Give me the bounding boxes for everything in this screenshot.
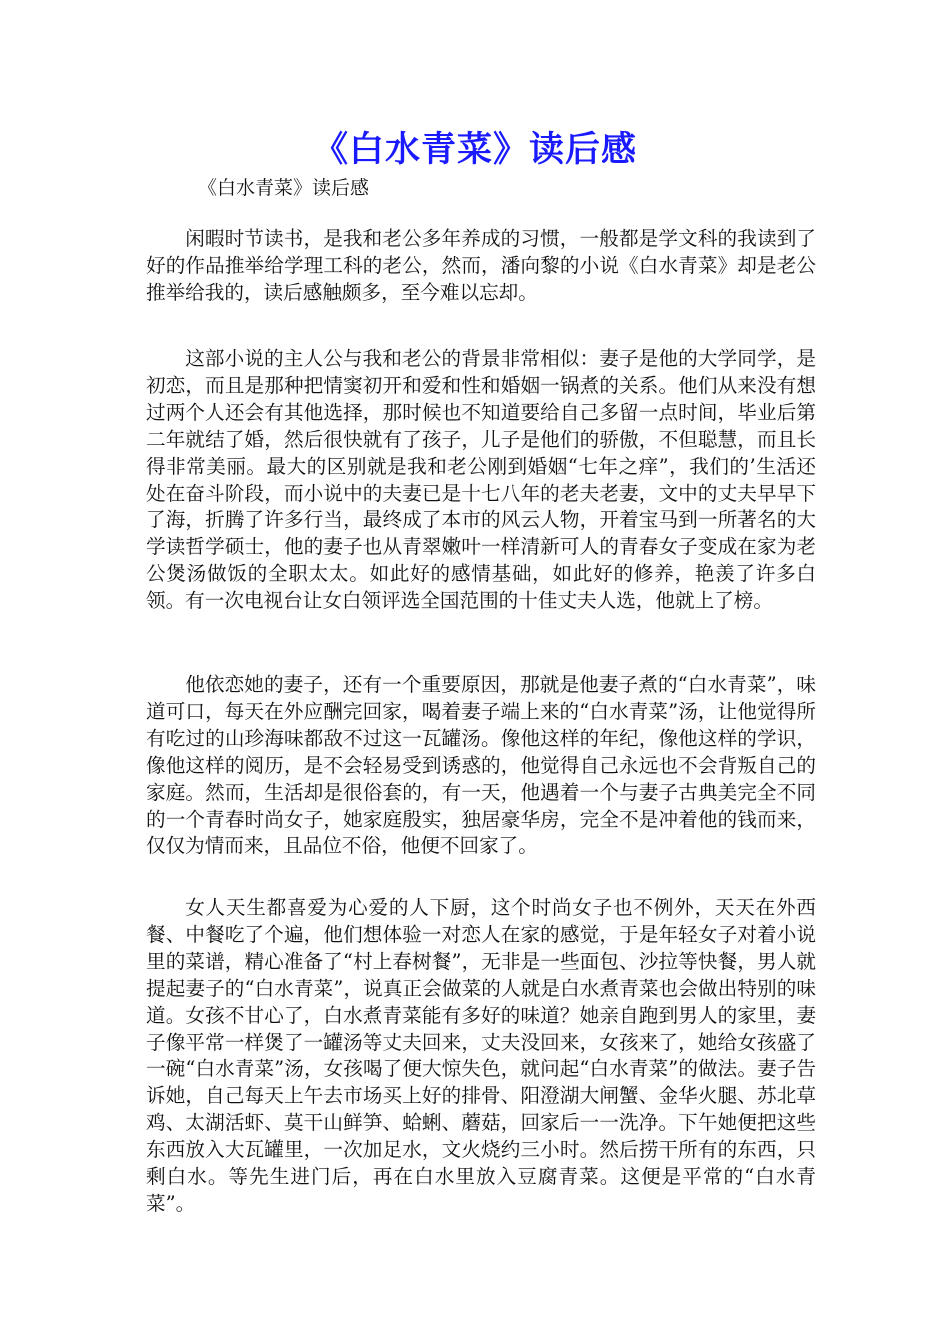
page-title: 《白水青菜》读后感 [312, 130, 637, 170]
paragraph-4: 女人天生都喜爱为心爱的人下厨，这个时尚女子也不例外，天天在外西餐、中餐吃了个遍，他们想体验一对恋人在家的感觉，于是年轻女子对着小说里的菜谱，精心准备了“村上春树餐”，无非是一些面包、沙拉等快餐，男人就提起妻子的“白水青菜”，说真正会做菜的人就是白水煮青菜也会做出特别的味道。女孩不甘心了，白水煮青菜能有多好的味道？她亲自跑到男人的家里，妻子像平常一样煲了一罐汤等丈夫回来，丈夫没回来，女孩来了，她给女孩盛了一碗“白水青菜”汤，女孩喝了便大惊失色，就问起“白水青菜”的做法。妻子告诉她，自己每天上午去市场买上好的排骨、阳澄湖大闸蟹、金华火腿、苏北草鸡、太湖活虾、莫干山鲜笋、蛤蜊、蘑菇，回家后一一洗净。下午她便把这些东西放入大瓦罐里，一次加足水，文火烧约三小时。然后捞干所有的东西，只剩白水。等先生进门后，再在白水里放入豆腐青菜。这便是平常的“白水青菜”。 [146, 896, 816, 1215]
subtitle: 《白水青菜》读后感 [198, 177, 370, 199]
paragraph-1: 闲暇时节读书，是我和老公多年养成的习惯，一般都是学文科的我读到了好的作品推举给学理工科的老公，然而，潘向黎的小说《白水青菜》却是老公推举给我的，读后感触颇多，至今难以忘却。 [146, 227, 816, 304]
paragraph-3: 他依恋她的妻子，还有一个重要原因，那就是他妻子煮的“白水青菜”，味道可口，每天在外应酬完回家，喝着妻子端上来的“白水青菜”汤，让他觉得所有吃过的山珍海味都敌不过这一瓦罐汤。像他这样的年纪，像他这样的学识，像他这样的阅历，是不会轻易受到诱惑的，他觉得自己永远也不会背叛自己的家庭。然而，生活却是很俗套的，有一天，他遇着一个与妻子古典美完全不同的一个青春时尚女子，她家庭殷实，独居豪华房，完全不是冲着他的钱而来，仅仅为情而来，且品位不俗，他便不回家了。 [146, 673, 816, 858]
paragraph-2: 这部小说的主人公与我和老公的背景非常相似：妻子是他的大学同学，是初恋，而且是那种把情窦初开和爱和性和婚姻一锅煮的关系。他们从来没有想过两个人还会有其他选择，那时候也不知道要给自己多留一点时间，毕业后第二年就结了婚，然后很快就有了孩子，儿子是他们的骄傲，不但聪慧，而且长得非常美丽。最大的区别就是我和老公刚到婚姻“七年之痒”，我们的’生活还处在奋斗阶段，而小说中的夫妻已是十七八年的老夫老妻，文中的丈夫早早下了海，折腾了许多行当，最终成了本市的风云人物，开着宝马到一所著名的大学读哲学硕士，他的妻子也从青翠嫩叶一样清新可人的青春女子变成在家为老公煲汤做饭的全职太太。如此好的感情基础，如此好的修养，艳羡了许多白领。有一次电视台让女白领评选全国范围的十佳丈夫人选，他就上了榜。 [146, 347, 816, 613]
